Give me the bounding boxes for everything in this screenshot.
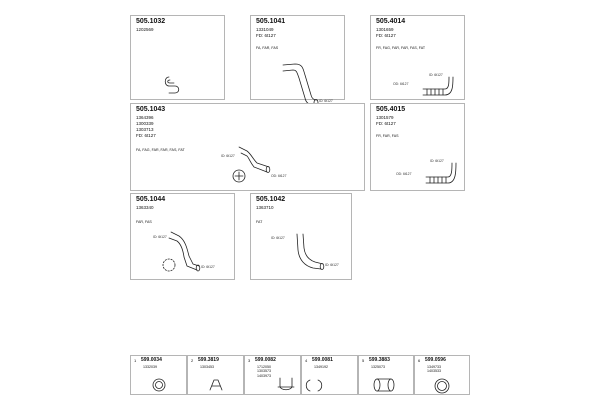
part-ref: 1363340 [136,205,154,210]
clamp-drawing [161,71,186,96]
dimension-label: ID: 6t127 [319,99,333,103]
accessory-ref-line: 1303573 [257,369,271,374]
accessory-part: 599.0081 [312,357,333,363]
accessory-index: 2 [191,358,194,363]
part-number: 505.1042 [256,196,286,203]
dimension-label: ID: 6t127 [221,154,235,158]
dimension-label: OD: 6t127 [393,82,409,86]
accessory-part: 599.0034 [141,357,162,363]
part-ref: 1364396 [136,115,154,120]
accessory-cell [301,355,358,395]
accessory-index: 5 [362,358,365,363]
accessory-ref [257,365,271,378]
flex-pipe-drawing [393,71,453,101]
part-number: 505.1044 [136,196,166,203]
pipe-drawing [271,226,349,276]
model-codes: FR, FAG, FAR, FAR, FAS, FAT [376,46,426,50]
accessory-ref-line: 1712050 [257,365,271,369]
part-panel-505-1044 [130,193,235,280]
part-ref: 1303713 [136,127,154,132]
part-ref: 1300339 [136,121,154,126]
pipe-drawing [221,139,296,189]
accessory-part: 599.0082 [255,357,276,363]
part-ref: FD: 6t127 [136,133,156,138]
part-ref: 1301659 [376,27,394,32]
part-ref: 1202569 [136,27,154,32]
part-number: 505.4015 [376,106,406,113]
dimension-label: ID: 6t127 [201,265,215,269]
accessory-index: 4 [305,358,308,363]
accessory-cell [244,355,301,395]
model-codes: FAR, FAS [136,220,152,224]
part-panel-505-1032 [130,15,225,100]
sleeve-icon [371,376,397,394]
accessory-part: 599.3819 [198,357,219,363]
part-panel-505-1042 [250,193,352,280]
dimension-label: ID: 6t127 [153,235,167,239]
part-number: 505.1041 [256,18,286,25]
accessory-ref: 1349192 [314,365,328,369]
accessories-row [130,355,470,395]
part-ref: FD: 6t127 [256,33,276,38]
part-number: 505.1032 [136,18,166,25]
clamp-ring-icon [304,376,324,394]
accessory-index: 6 [418,358,421,363]
part-panel-505-1043 [130,103,365,191]
accessory-ref: 1332039 [143,365,157,369]
part-ref: FD: 6t127 [376,33,396,38]
part-ref: 1331049 [256,27,274,32]
dimension-label: OD: 6t127 [271,174,287,178]
accessory-index: 3 [248,358,251,363]
accessory-cell [358,355,414,395]
part-panel-505-4015 [370,103,465,191]
accessory-ref-line: 1349733 [427,365,441,369]
dimension-label: ID: 6t127 [429,73,443,77]
dimension-label: OD: 6t127 [396,172,412,176]
part-panel-505-1041 [250,15,345,103]
accessory-part: 599.3883 [369,357,390,363]
gasket-ring-icon [432,377,452,395]
model-codes: FA, FAG, FAR, FAR, FAS, FAT [136,148,185,152]
bracket-icon [206,376,226,394]
model-codes: FA, FAR, FAS [256,46,279,50]
pipe-drawing [153,226,228,276]
accessory-part: 599.0596 [425,357,446,363]
accessory-ref [427,365,441,374]
pipe-drawing [281,61,336,106]
dimension-label: ID: 6t127 [325,263,339,267]
accessory-ref: 1303453 [200,365,214,369]
dimension-label: ID: 6t127 [430,159,444,163]
clamp-ring-icon [149,376,169,394]
model-codes: FAT [256,220,263,224]
part-ref: 1301579 [376,115,394,120]
accessory-ref: 1325073 [371,365,385,369]
part-ref: 1363710 [256,205,274,210]
accessory-cell [414,355,470,395]
accessory-cell [187,355,244,395]
part-panel-505-4014 [370,15,465,100]
part-number: 505.4014 [376,18,406,25]
accessory-ref-line: 1403533 [427,369,441,374]
flex-pipe-drawing [396,159,458,189]
accessory-ref-line: 1403973 [257,373,271,378]
dimension-label: ID: 6t127 [271,236,285,240]
u-bolt-clamp-icon [275,374,297,394]
model-codes: FR, FAR, FAS [376,134,399,138]
part-ref: FD: 6t127 [376,121,396,126]
accessory-index: 1 [134,358,137,363]
accessory-cell [130,355,187,395]
part-number: 505.1043 [136,106,166,113]
